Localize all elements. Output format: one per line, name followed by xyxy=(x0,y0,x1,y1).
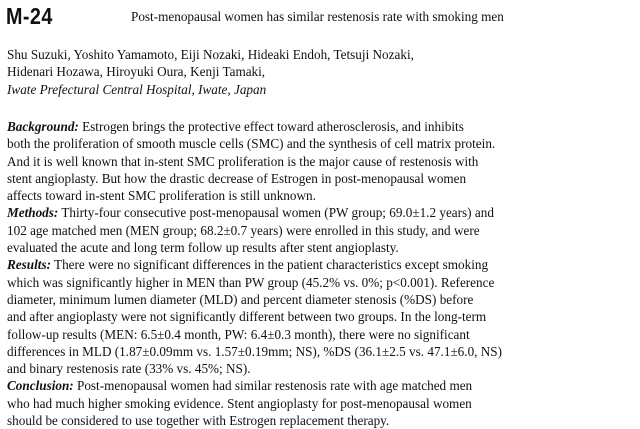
abstract-body xyxy=(7,118,635,429)
methods-heading: Methods: xyxy=(7,205,59,221)
conclusion-line-3: should be considered to use together with Estrogen replacement therapy. xyxy=(7,413,390,429)
background-line-4: stent angioplasty. But how the drastic decrease of Estrogen in post-menopausal women xyxy=(7,170,467,186)
author-block xyxy=(7,46,633,98)
results-line-6: differences in MLD (1.87±0.09mm vs. 1.57±0.19mm; NS), %DS (36.1±2.5 vs. 47.1±6.0, NS) xyxy=(7,343,503,359)
results-line-3: diameter, minimum lumen diameter (MLD) and percent diameter stenosis (%DS) before xyxy=(7,291,474,307)
results-line-4: and after angioplasty were not significantly different between two groups. In the long-term xyxy=(7,309,487,325)
background-heading: Background: xyxy=(7,119,79,134)
background-line-5: affects toward in-stent SMC proliferation is still unknown. xyxy=(7,188,316,204)
results-line-5: follow-up results (MEN: 6.5±0.4 month, PW: 6.4±0.3 month), there were no significant xyxy=(7,326,470,342)
background-text-1: Estrogen brings the protective effect toward atherosclerosis, and inhibits xyxy=(78,119,464,134)
abstract-title: Post-menopausal women has similar restenosis rate with smoking men xyxy=(131,9,504,24)
results-line-1 xyxy=(7,256,635,273)
conclusion-text-1: Post-menopausal women had similar restenosis rate with age matched men xyxy=(73,378,473,394)
author-list-line-1: Shu Suzuki, Yoshito Yamamoto, Eiji Nozaki, Hideaki Endoh, Tetsuji Nozaki, xyxy=(7,47,414,62)
background-line-2: both the proliferation of smooth muscle cells (SMC) and the synthesis of cell matrix protein. xyxy=(7,136,496,152)
abstract-id: M-24 xyxy=(6,3,53,29)
background-line-3: And it is well known that in-stent SMC proliferation is the major cause of restenosis with xyxy=(7,153,479,169)
background-line-1 xyxy=(7,118,635,135)
results-line-2: which was significantly higher in MEN than PW group (45.2% vs. 0%; p<0.001). Reference xyxy=(7,274,495,290)
results-text-1: There were no significant differences in the patient characteristics except smoking xyxy=(50,257,489,273)
methods-line-1 xyxy=(7,204,635,221)
methods-line-2: 102 age matched men (MEN group; 68.2±0.7 years) were enrolled in this study, and were xyxy=(7,222,480,238)
conclusion-heading: Conclusion: xyxy=(7,378,74,394)
abstract-header xyxy=(6,2,634,30)
methods-text-1: Thirty-four consecutive post-menopausal women (PW group; 69.0±1.2 years) and xyxy=(58,205,494,221)
author-list-line-2: Hidenari Hozawa, Hiroyuki Oura, Kenji Tamaki, xyxy=(7,64,266,80)
conclusion-line-1 xyxy=(7,377,635,394)
conclusion-line-2: who had much higher smoking evidence. Stent angioplasty for post-menopausal women xyxy=(7,395,472,411)
results-heading: Results: xyxy=(7,257,51,273)
author-affiliation: Iwate Prefectural Central Hospital, Iwate, Japan xyxy=(7,81,267,97)
methods-line-3: evaluated the acute and long term follow up results after stent angioplasty. xyxy=(7,240,399,256)
results-line-7: and binary restenosis rate (33% vs. 45%; NS). xyxy=(7,361,251,377)
